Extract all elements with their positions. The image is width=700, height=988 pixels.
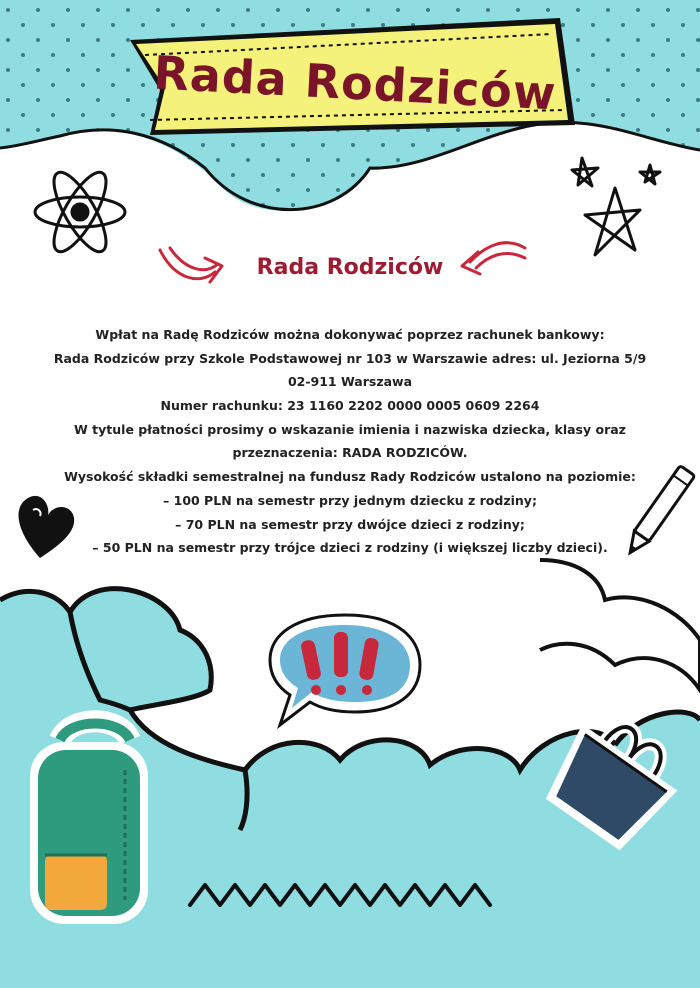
- info-text: [20, 323, 680, 560]
- info-line: Wysokość składki semestralnej na fundusz Rady Rodziców ustalono na poziomie:: [64, 469, 636, 485]
- atom-icon: [35, 166, 125, 259]
- exclamation-bubble-icon: [270, 615, 420, 725]
- banner-title: Rada Rodziców: [152, 45, 558, 121]
- arrow-left-icon: [462, 243, 525, 274]
- info-line: Wpłat na Radę Rodziców można dokonywać poprzez rachunek bankowy:: [95, 327, 605, 342]
- arrow-right-icon: [160, 248, 222, 282]
- info-line: Rada Rodziców przy Szkole Podstawowej nr 103 w Warszawie adres: ul. Jeziorna 5/9: [53, 350, 647, 366]
- info-line: 02-911 Warszawa: [287, 374, 413, 390]
- fee-line: – 50 PLN na semestr przy trójce dzieci z rodziny (i większej liczby dzieci).: [92, 540, 608, 556]
- info-line: W tytule płatności prosimy o wskazanie imienia i nazwiska dziecka, klasy oraz: [74, 421, 626, 437]
- info-line: przeznaczenia: RADA RODZICÓW.: [232, 445, 468, 461]
- backpack-icon: [30, 721, 148, 924]
- account-number-line: Numer rachunku: 23 1160 2202 0000 0005 0609 2264: [160, 398, 540, 414]
- section-title: Rada Rodziców: [256, 255, 444, 280]
- fee-line: – 100 PLN na semestr przy jednym dziecku z rodziny;: [163, 492, 537, 508]
- fee-line: – 70 PLN na semestr przy dwójce dzieci z rodziny;: [175, 516, 525, 532]
- star-doodle-icon: [572, 158, 660, 255]
